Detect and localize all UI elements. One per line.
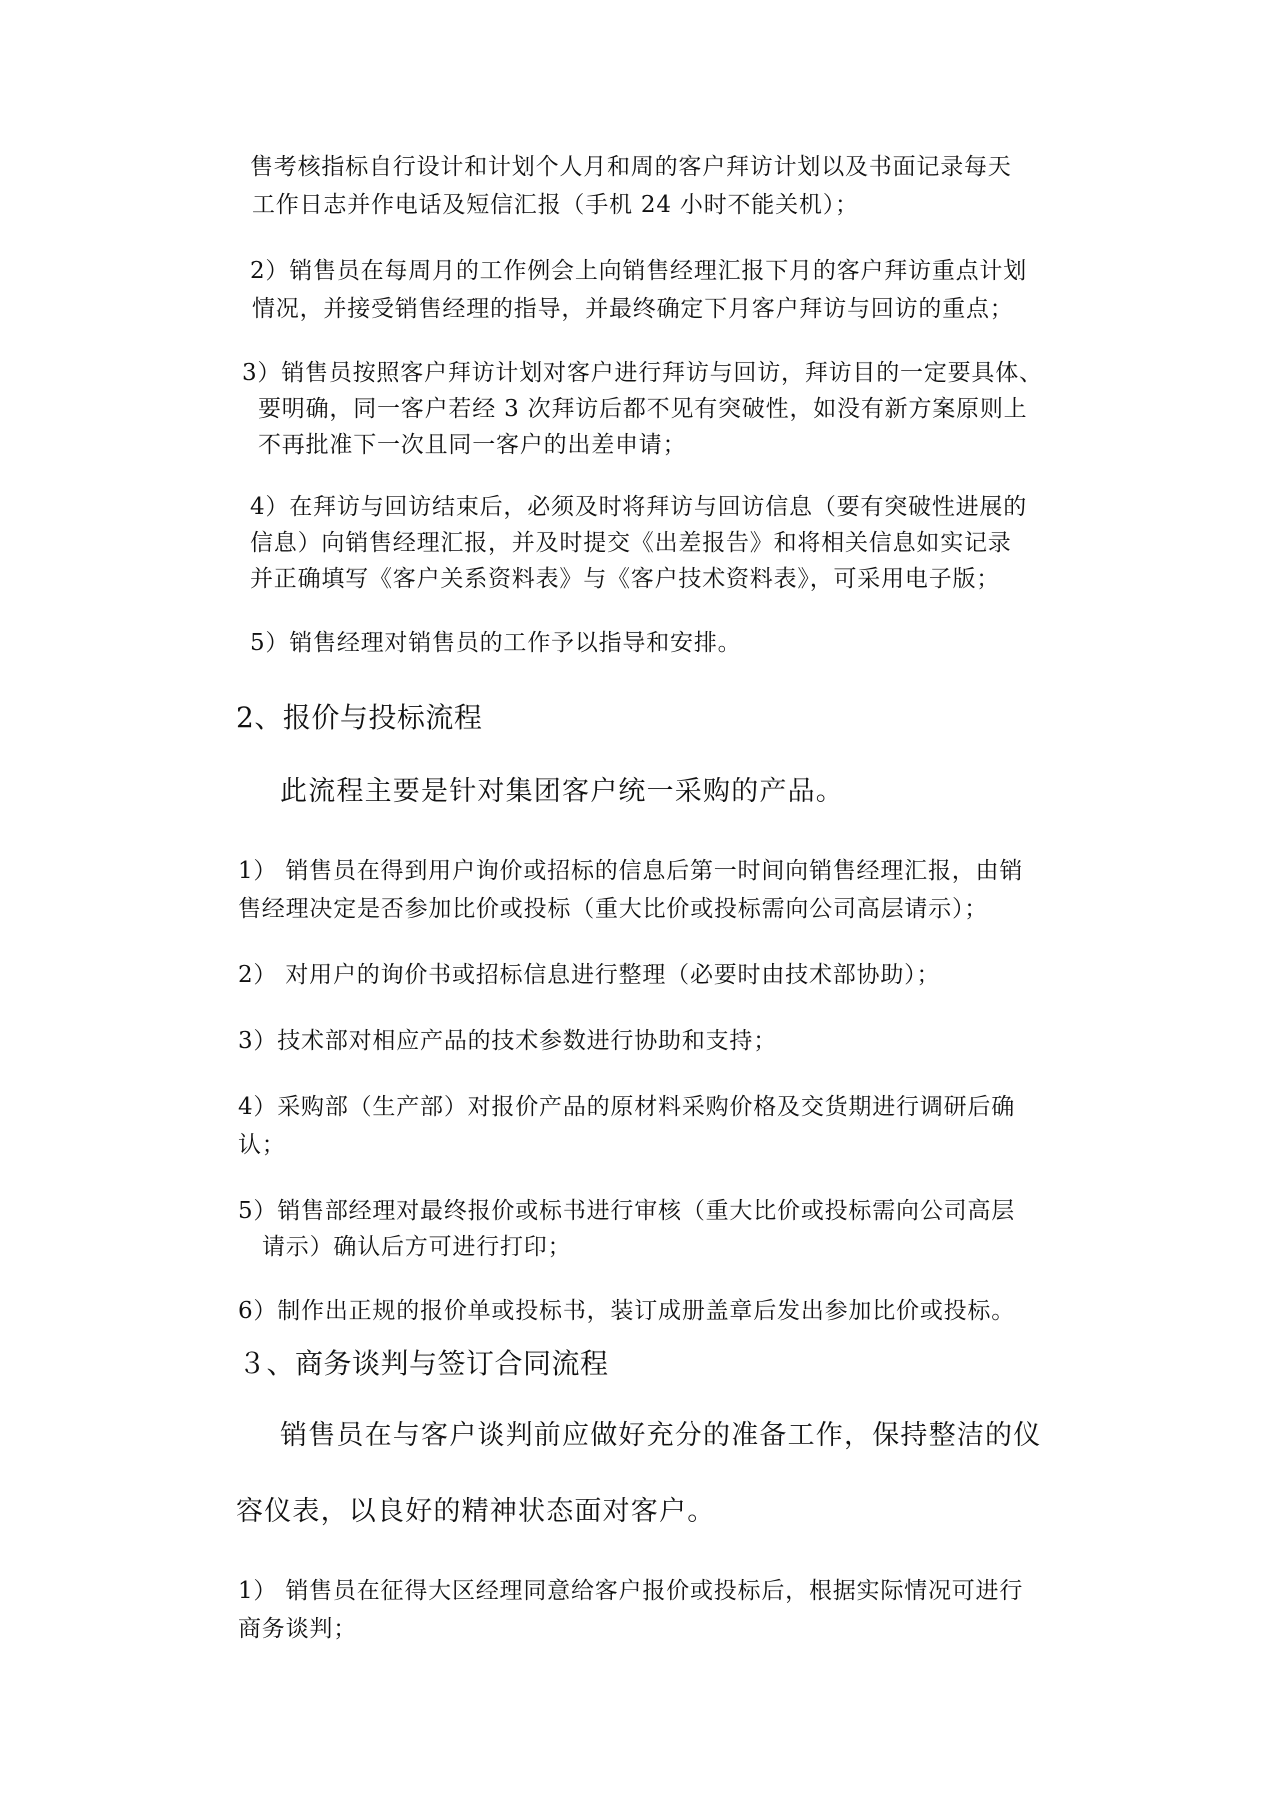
list-item-line: 2） 对用户的询价书或招标信息进行整理（必要时由技术部协助）； (238, 962, 941, 988)
list-item-line: 4）采购部（生产部）对报价产品的原材料采购价格及交货期进行调研后确 (238, 1094, 1016, 1120)
section-intro: 容仪表，以良好的精神状态面对客户。 (236, 1496, 716, 1527)
list-item-line: 并正确填写《客户关系资料表》与《客户技术资料表》，可采用电子版； (250, 566, 1001, 592)
section-heading: ３、商务谈判与签订合同流程 (238, 1347, 609, 1380)
list-item-line: 请示）确认后方可进行打印； (262, 1234, 572, 1260)
list-item-line: 6）制作出正规的报价单或投标书，装订成册盖章后发出参加比价或投标。 (238, 1298, 1016, 1324)
list-item-line: 不再批准下一次且同一客户的出差申请； (258, 432, 687, 458)
list-item-line: 认； (238, 1132, 286, 1158)
list-item-line: 信息）向销售经理汇报，并及时提交《出差报告》和将相关信息如实记录 (250, 530, 1012, 556)
paragraph-line: 售考核指标自行设计和计划个人月和周的客户拜访计划以及书面记录每天 (250, 154, 1012, 180)
list-item-line: 3）销售员按照客户拜访计划对客户进行拜访与回访，拜访目的一定要具体、 (242, 360, 1043, 386)
list-item-line: 商务谈判； (238, 1616, 357, 1642)
list-item-line: 3）技术部对相应产品的技术参数进行协助和支持； (238, 1028, 778, 1054)
paragraph-line: 工作日志并作电话及短信汇报（手机 24 小时不能关机）； (252, 192, 859, 218)
list-item-line: 5）销售经理对销售员的工作予以指导和安排。 (250, 630, 742, 656)
section-intro: 销售员在与客户谈判前应做好充分的准备工作，保持整洁的仪 (280, 1420, 1042, 1451)
list-item-line: 1） 销售员在得到用户询价或招标的信息后第一时间向销售经理汇报，由销 (238, 858, 1024, 884)
list-item-line: 要明确，同一客户若经 3 次拜访后都不见有突破性，如没有新方案原则上 (258, 396, 1028, 422)
list-item-line: 2）销售员在每周月的工作例会上向销售经理汇报下月的客户拜访重点计划 (250, 258, 1028, 284)
list-item-line: 1） 销售员在征得大区经理同意给客户报价或投标后，根据实际情况可进行 (238, 1578, 1024, 1604)
list-item-line: 售经理决定是否参加比价或投标（重大比价或投标需向公司高层请示）； (238, 896, 989, 922)
list-item-line: 4）在拜访与回访结束后，必须及时将拜访与回访信息（要有突破性进展的 (250, 494, 1028, 520)
section-heading: 2、报价与投标流程 (236, 701, 483, 734)
section-intro: 此流程主要是针对集团客户统一采购的产品。 (280, 776, 844, 807)
list-item-line: 情况，并接受销售经理的指导，并最终确定下月客户拜访与回访的重点； (252, 296, 1014, 322)
list-item-line: 5）销售部经理对最终报价或标书进行审核（重大比价或投标需向公司高层 (238, 1198, 1016, 1224)
